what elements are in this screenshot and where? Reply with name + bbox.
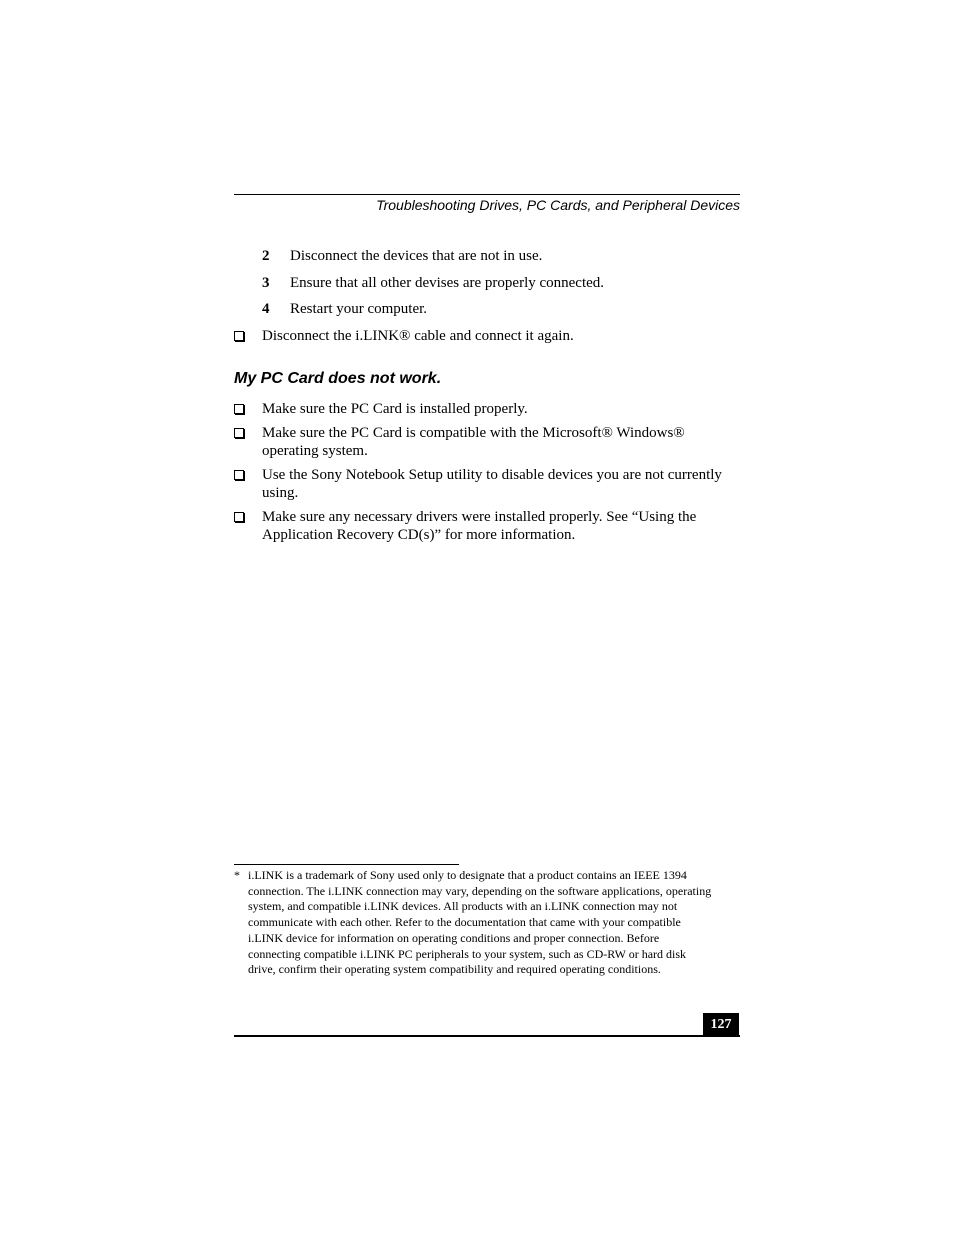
checkbox-bullet-icon <box>234 428 244 438</box>
bullet-text: Make sure the PC Card is compatible with the Microsoft® Windows® operating system. <box>262 425 685 459</box>
page-number: 127 <box>703 1013 739 1036</box>
bullet-item <box>234 466 740 502</box>
footnote <box>234 868 714 978</box>
checkbox-bullet-icon <box>234 512 244 522</box>
step-text: Restart your computer. <box>290 301 428 317</box>
bullet-item <box>234 327 740 345</box>
checkbox-bullet-icon <box>234 331 244 341</box>
footnote-rule <box>234 864 459 865</box>
step-number: 2 <box>262 248 270 264</box>
footnote-marker: * <box>234 868 240 882</box>
bullet-item <box>234 508 740 544</box>
footer-rule <box>234 1035 740 1037</box>
step-item <box>262 247 542 265</box>
bullet-item <box>234 424 740 460</box>
step-item <box>262 300 427 318</box>
footnote-text: i.LINK is a trademark of Sony used only to designate that a product contains an IEEE 1394 connection. The i.LINK connection may vary, depending on the software applications, operating system, and compatible i.LINK devices. All products with an i.LINK connection may not communicate with each other. Refer to the documentation that came with your compatible i.LINK device for information on operating conditions and proper connection. Before connecting compatible i.LINK PC peripherals to your system, such as CD-RW or hard disk drive, confirm their operating system compatibility and required operating conditions. <box>248 868 712 977</box>
running-header: Troubleshooting Drives, PC Cards, and Peripheral Devices <box>376 197 740 213</box>
checkbox-bullet-icon <box>234 470 244 480</box>
bullet-text: Use the Sony Notebook Setup utility to disable devices you are not currently using. <box>262 467 722 501</box>
checkbox-bullet-icon <box>234 404 244 414</box>
bullet-item <box>234 400 740 418</box>
header-rule <box>234 194 740 195</box>
bullet-text: Make sure any necessary drivers were installed properly. See “Using the Application Recovery CD(s)” for more information. <box>262 509 697 543</box>
step-text: Disconnect the devices that are not in use. <box>290 248 543 264</box>
bullet-text: Make sure the PC Card is installed properly. <box>262 401 528 417</box>
step-number: 4 <box>262 301 270 317</box>
step-text: Ensure that all other devises are properly connected. <box>290 275 605 291</box>
step-item <box>262 274 604 292</box>
bullet-text: Disconnect the i.LINK® cable and connect it again. <box>262 328 574 344</box>
step-number: 3 <box>262 275 270 291</box>
section-heading: My PC Card does not work. <box>234 370 442 387</box>
